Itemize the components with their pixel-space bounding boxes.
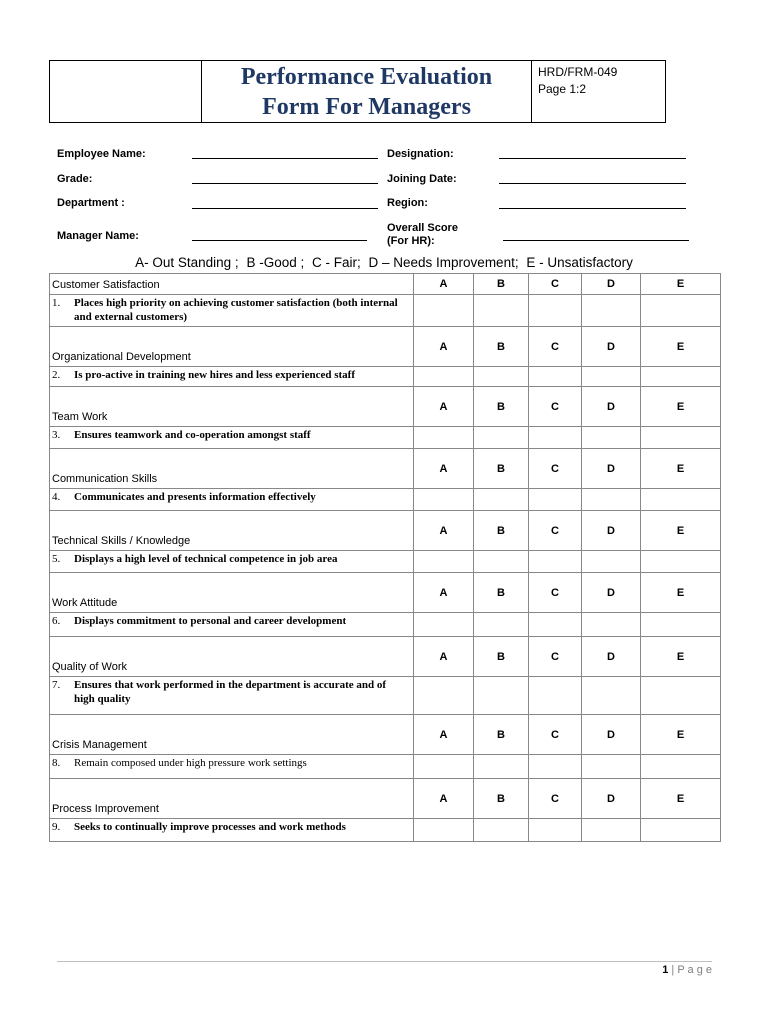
rating-cell-e[interactable] — [641, 427, 721, 449]
criterion-text — [50, 489, 414, 511]
department-field[interactable] — [192, 208, 378, 209]
department-label: Department : — [57, 197, 125, 209]
overall-score-label-line1: Overall Score — [387, 222, 458, 234]
rating-cell-e[interactable] — [641, 819, 721, 842]
section-title: Customer Satisfaction — [50, 274, 414, 295]
footer-page-label: | P a g e — [671, 964, 712, 976]
criterion-row — [50, 551, 721, 573]
section-header-row — [50, 511, 721, 551]
grade-header-b: B — [474, 449, 529, 489]
form-title-line2: Form For Managers — [262, 93, 471, 120]
rating-cell-e[interactable] — [641, 367, 721, 387]
grade-header-d: D — [582, 449, 641, 489]
section-header-row — [50, 715, 721, 755]
rating-cell-d[interactable] — [582, 755, 641, 779]
section-title: Process Improvement — [50, 779, 414, 819]
grade-header-e: E — [641, 573, 721, 613]
criterion-number: 4. — [52, 491, 61, 503]
grade-label: Grade: — [57, 173, 93, 185]
page-indicator: Page 1:2 — [538, 82, 587, 96]
criterion-description: Communicates and presents information effectively — [74, 491, 316, 503]
criterion-row — [50, 613, 721, 637]
grade-header-c: C — [529, 274, 582, 295]
criterion-number: 7. — [52, 679, 61, 691]
grade-header-b: B — [474, 573, 529, 613]
section-header-row — [50, 573, 721, 613]
criterion-description: Ensures that work performed in the department is accurate and of high quality — [74, 679, 387, 705]
section-header-row — [50, 637, 721, 677]
rating-cell-c[interactable] — [529, 427, 582, 449]
grade-header-a: A — [414, 327, 474, 367]
criterion-text — [50, 551, 414, 573]
rating-cell-b[interactable] — [474, 427, 529, 449]
criterion-number: 9. — [52, 821, 61, 833]
rating-cell-e[interactable] — [641, 295, 721, 327]
rating-cell-b[interactable] — [474, 489, 529, 511]
criterion-description: Remain composed under high pressure work settings — [74, 757, 307, 769]
criterion-description: Displays commitment to personal and career development — [74, 615, 347, 627]
rating-cell-c[interactable] — [529, 613, 582, 637]
rating-cell-b[interactable] — [474, 819, 529, 842]
region-field[interactable] — [499, 208, 686, 209]
rating-cell-a[interactable] — [414, 819, 474, 842]
section-title: Work Attitude — [50, 573, 414, 613]
criterion-description: Ensures teamwork and co-operation amongst staff — [74, 429, 311, 441]
rating-cell-c[interactable] — [529, 551, 582, 573]
rating-cell-e[interactable] — [641, 677, 721, 715]
grade-header-a: A — [414, 274, 474, 295]
grade-header-c: C — [529, 637, 582, 677]
joining-date-field[interactable] — [499, 183, 686, 184]
manager-name-field[interactable] — [192, 240, 367, 241]
rating-cell-e[interactable] — [641, 613, 721, 637]
criterion-number: 5. — [52, 553, 61, 565]
criterion-text — [50, 613, 414, 637]
grade-header-e: E — [641, 779, 721, 819]
rating-cell-d[interactable] — [582, 489, 641, 511]
criterion-row — [50, 427, 721, 449]
rating-cell-b[interactable] — [474, 295, 529, 327]
joining-date-label: Joining Date: — [387, 173, 457, 185]
section-title: Technical Skills / Knowledge — [50, 511, 414, 551]
grade-header-c: C — [529, 573, 582, 613]
form-code: HRD/FRM-049 — [538, 65, 618, 79]
criterion-text — [50, 427, 414, 449]
criterion-description: Is pro-active in training new hires and less experienced staff — [74, 369, 355, 381]
rating-cell-d[interactable] — [582, 295, 641, 327]
rating-cell-a[interactable] — [414, 367, 474, 387]
grade-header-c: C — [529, 511, 582, 551]
rating-cell-b[interactable] — [474, 367, 529, 387]
grade-header-e: E — [641, 327, 721, 367]
grade-header-a: A — [414, 779, 474, 819]
rating-cell-c[interactable] — [529, 677, 582, 715]
rating-cell-d[interactable] — [582, 551, 641, 573]
grade-header-e: E — [641, 274, 721, 295]
section-header-row — [50, 274, 721, 295]
designation-label: Designation: — [387, 148, 454, 160]
section-title: Communication Skills — [50, 449, 414, 489]
logo-cell — [50, 61, 202, 123]
criterion-description: Displays a high level of technical competence in job area — [74, 553, 338, 565]
form-code-cell — [532, 61, 666, 123]
criterion-number: 6. — [52, 615, 61, 627]
grade-header-b: B — [474, 327, 529, 367]
grade-header-e: E — [641, 511, 721, 551]
grade-header-d: D — [582, 637, 641, 677]
legend-b: B -Good ; — [246, 255, 305, 270]
grade-field[interactable] — [192, 183, 378, 184]
rating-cell-c[interactable] — [529, 489, 582, 511]
grade-header-b: B — [474, 779, 529, 819]
section-header-row — [50, 779, 721, 819]
grade-header-c: C — [529, 327, 582, 367]
criterion-text — [50, 819, 414, 842]
rating-cell-d[interactable] — [582, 613, 641, 637]
rating-cell-b[interactable] — [474, 613, 529, 637]
grade-header-d: D — [582, 715, 641, 755]
grade-header-c: C — [529, 449, 582, 489]
criterion-number: 3. — [52, 429, 61, 441]
section-title: Quality of Work — [50, 637, 414, 677]
grade-header-a: A — [414, 511, 474, 551]
criterion-text — [50, 677, 414, 715]
rating-cell-a[interactable] — [414, 613, 474, 637]
page-footer — [662, 964, 712, 976]
criterion-row — [50, 295, 721, 327]
footer-page-number: 1 — [662, 964, 669, 976]
designation-field[interactable] — [499, 158, 686, 159]
form-header — [49, 60, 666, 123]
rating-cell-a[interactable] — [414, 489, 474, 511]
rating-cell-c[interactable] — [529, 819, 582, 842]
criterion-number: 2. — [52, 369, 61, 381]
rating-cell-d[interactable] — [582, 677, 641, 715]
section-title: Crisis Management — [50, 715, 414, 755]
criterion-text — [50, 755, 414, 779]
grade-header-e: E — [641, 637, 721, 677]
rating-cell-a[interactable] — [414, 551, 474, 573]
grade-header-a: A — [414, 573, 474, 613]
rating-legend — [0, 255, 768, 270]
rating-cell-c[interactable] — [529, 367, 582, 387]
evaluation-table — [49, 273, 721, 842]
rating-cell-b[interactable] — [474, 755, 529, 779]
overall-score-field[interactable] — [503, 240, 689, 241]
grade-header-a: A — [414, 449, 474, 489]
criterion-text — [50, 367, 414, 387]
overall-score-label — [387, 222, 458, 248]
grade-header-b: B — [474, 637, 529, 677]
grade-header-e: E — [641, 387, 721, 427]
rating-cell-a[interactable] — [414, 755, 474, 779]
criterion-row — [50, 819, 721, 842]
section-header-row — [50, 387, 721, 427]
form-title-line1: Performance Evaluation — [240, 63, 493, 90]
rating-cell-a[interactable] — [414, 427, 474, 449]
rating-cell-b[interactable] — [474, 551, 529, 573]
rating-cell-c[interactable] — [529, 755, 582, 779]
rating-cell-d[interactable] — [582, 427, 641, 449]
rating-cell-e[interactable] — [641, 489, 721, 511]
grade-header-d: D — [582, 573, 641, 613]
grade-header-b: B — [474, 274, 529, 295]
grade-header-d: D — [582, 274, 641, 295]
grade-header-d: D — [582, 511, 641, 551]
grade-header-a: A — [414, 637, 474, 677]
section-title: Team Work — [50, 387, 414, 427]
legend-a: A- Out Standing ; — [135, 255, 239, 270]
criterion-text — [50, 295, 414, 327]
grade-header-c: C — [529, 387, 582, 427]
grade-header-d: D — [582, 779, 641, 819]
section-header-row — [50, 449, 721, 489]
criterion-description: Seeks to continually improve processes and work methods — [74, 821, 346, 833]
grade-header-d: D — [582, 327, 641, 367]
employee-name-label: Employee Name: — [57, 148, 146, 160]
rating-cell-e[interactable] — [641, 755, 721, 779]
grade-header-a: A — [414, 715, 474, 755]
grade-header-d: D — [582, 387, 641, 427]
rating-cell-b[interactable] — [474, 677, 529, 715]
grade-header-b: B — [474, 387, 529, 427]
overall-score-label-line2: (For HR): — [387, 235, 435, 247]
grade-header-c: C — [529, 715, 582, 755]
footer-divider — [57, 961, 712, 962]
rating-cell-e[interactable] — [641, 551, 721, 573]
legend-c: C - Fair; — [312, 255, 361, 270]
section-title: Organizational Development — [50, 327, 414, 367]
form-title — [202, 61, 532, 123]
grade-header-a: A — [414, 387, 474, 427]
criterion-description: Places high priority on achieving customer satisfaction (both internal and external customers) — [74, 297, 398, 323]
grade-header-b: B — [474, 511, 529, 551]
manager-name-label: Manager Name: — [57, 230, 139, 242]
grade-header-e: E — [641, 715, 721, 755]
criterion-number: 8. — [52, 757, 61, 769]
region-label: Region: — [387, 197, 428, 209]
rating-cell-d[interactable] — [582, 367, 641, 387]
rating-cell-a[interactable] — [414, 295, 474, 327]
criterion-number: 1. — [52, 297, 61, 309]
criterion-row — [50, 755, 721, 779]
criterion-row — [50, 677, 721, 715]
grade-header-e: E — [641, 449, 721, 489]
section-header-row — [50, 327, 721, 367]
criterion-row — [50, 489, 721, 511]
rating-cell-c[interactable] — [529, 295, 582, 327]
grade-header-c: C — [529, 779, 582, 819]
rating-cell-a[interactable] — [414, 677, 474, 715]
legend-e: E - Unsatisfactory — [526, 255, 633, 270]
grade-header-b: B — [474, 715, 529, 755]
legend-d: D – Needs Improvement; — [368, 255, 519, 270]
criterion-row — [50, 367, 721, 387]
rating-cell-d[interactable] — [582, 819, 641, 842]
employee-name-field[interactable] — [192, 158, 378, 159]
